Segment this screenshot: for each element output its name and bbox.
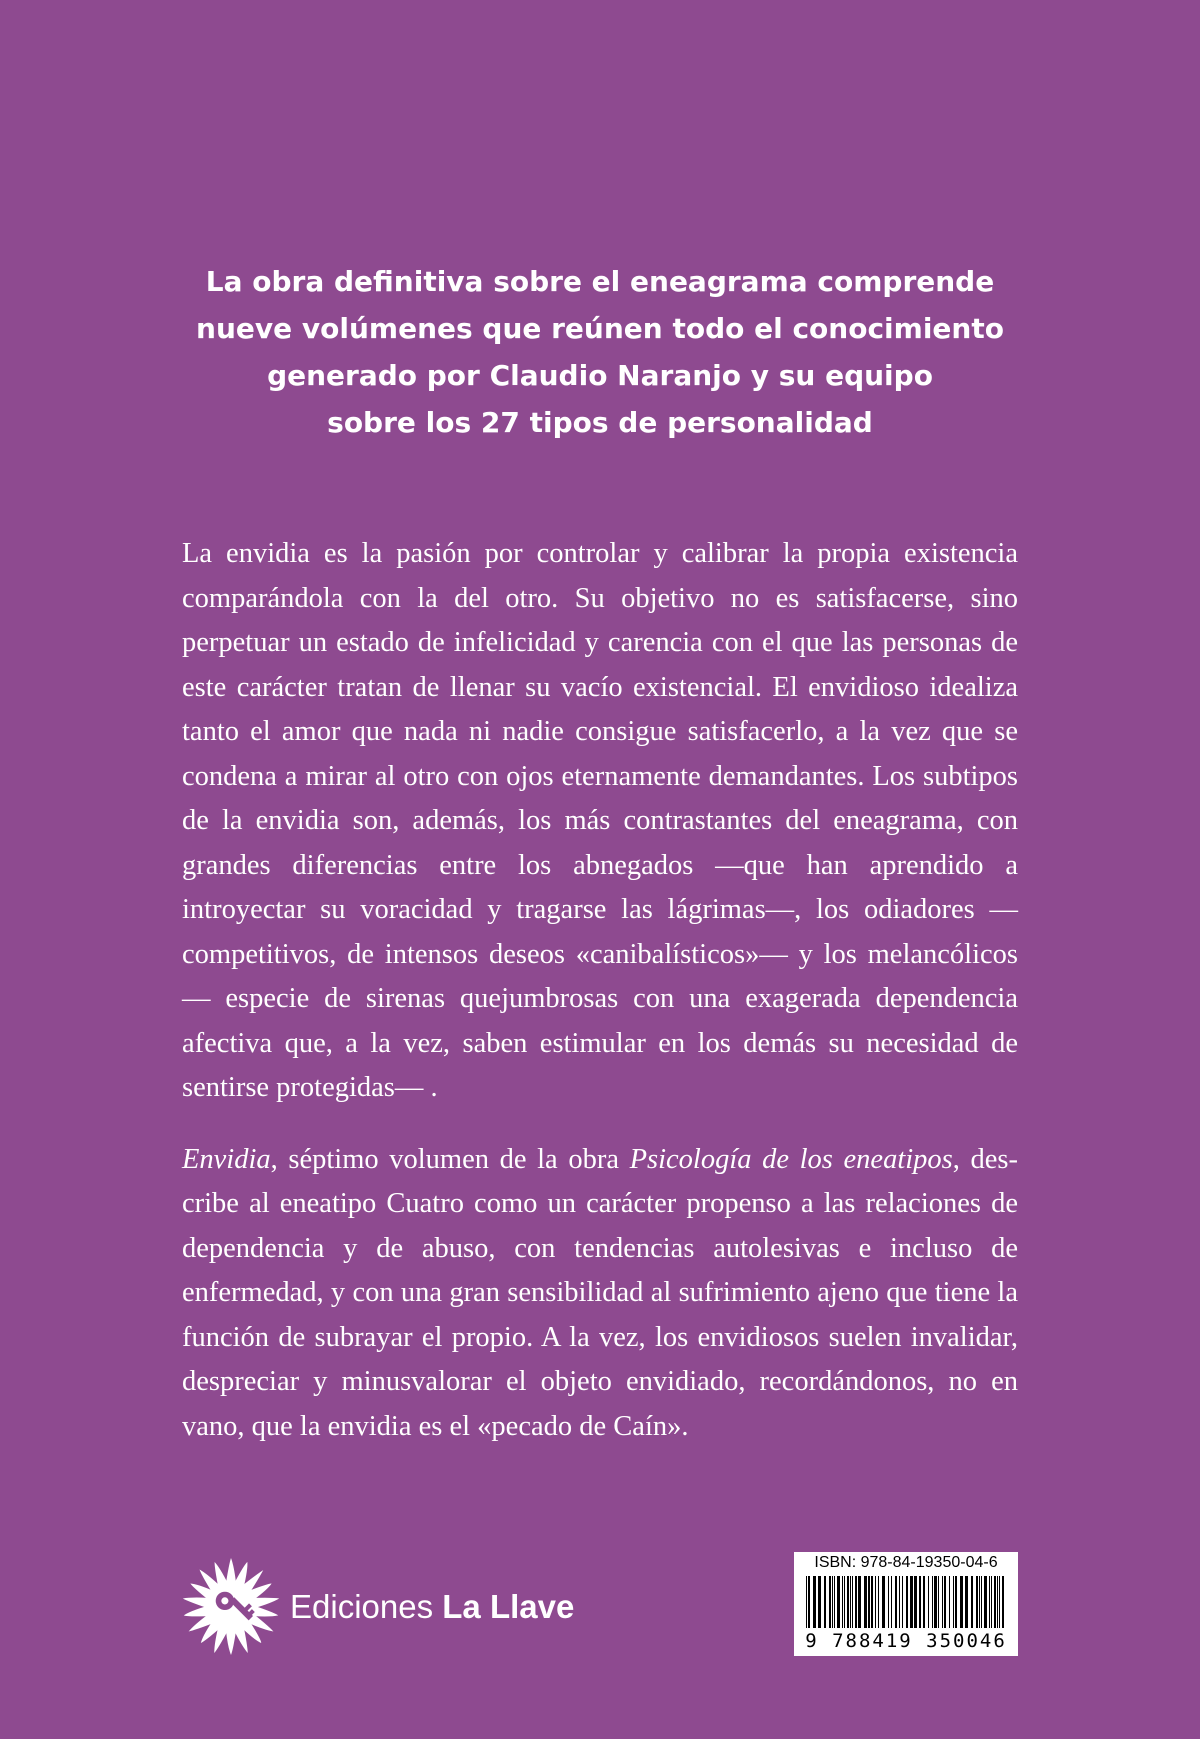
- book-title: Envidia: [182, 1143, 271, 1175]
- barcode-bar: [850, 1576, 851, 1628]
- paragraph-2-part-1: , séptimo volumen de la obra: [270, 1143, 630, 1175]
- barcode-bar: [808, 1576, 810, 1628]
- barcode-bar: [834, 1576, 835, 1628]
- barcode-bar: [979, 1576, 980, 1628]
- barcode-bar: [891, 1576, 892, 1628]
- barcode-bar: [899, 1576, 900, 1628]
- tagline: [150, 258, 1050, 446]
- barcode-bar: [942, 1576, 943, 1628]
- barcode-bar: [882, 1576, 885, 1628]
- publisher-name-regular: Ediciones: [290, 1588, 434, 1625]
- barcode-bar: [858, 1576, 861, 1628]
- barcode-bar: [813, 1576, 816, 1628]
- tagline-line-4: sobre los 27 tipos de personalidad: [327, 406, 873, 439]
- barcode-bar: [829, 1576, 831, 1628]
- publisher-name: [290, 1588, 574, 1626]
- barcode-bar: [997, 1576, 998, 1628]
- barcode-bar: [837, 1576, 840, 1628]
- barcode-bar: [864, 1576, 867, 1628]
- barcode-bar: [953, 1576, 954, 1628]
- barcode-bar: [999, 1576, 1000, 1628]
- barcode-bar: [934, 1576, 937, 1628]
- barcode-bar: [871, 1576, 873, 1628]
- barcode-bar: [818, 1576, 821, 1628]
- barcode-bar: [955, 1576, 957, 1628]
- barcode-bar: [906, 1576, 908, 1628]
- barcode-bar: [932, 1576, 933, 1628]
- barcode-bar: [976, 1576, 978, 1628]
- barcode-bar: [842, 1576, 843, 1628]
- tagline-line-2: nueve volúmenes que reúnen todo el conocimiento: [196, 312, 1004, 345]
- barcode-bar: [868, 1576, 870, 1628]
- barcode-bar: [991, 1576, 992, 1628]
- barcode-bar: [938, 1576, 939, 1628]
- publisher-logo: [180, 1552, 574, 1662]
- barcode-bar: [965, 1576, 968, 1628]
- isbn-label: ISBN: 978-84-19350-04-6: [814, 1554, 998, 1571]
- description: [182, 532, 1018, 1449]
- publisher-name-bold: La Llave: [442, 1588, 575, 1625]
- barcode-bar: [888, 1576, 889, 1628]
- barcode-bar: [989, 1576, 990, 1628]
- barcode-bar: [971, 1576, 973, 1628]
- barcode-bar: [875, 1576, 876, 1628]
- barcode-bar: [832, 1576, 833, 1628]
- barcode-bar: [847, 1576, 849, 1628]
- barcode-bar: [960, 1576, 963, 1628]
- barcode: [794, 1552, 1018, 1656]
- barcode-bar: [944, 1576, 946, 1628]
- barcode-bar: [855, 1576, 857, 1628]
- tagline-line-3: generado por Claudio Naranjo y su equipo: [267, 359, 933, 392]
- barcode-bars: [804, 1576, 1008, 1628]
- barcode-bar: [981, 1576, 982, 1628]
- barcode-bar: [994, 1576, 996, 1628]
- barcode-bar: [878, 1576, 879, 1628]
- tagline-line-1: La obra definitiva sobre el eneagrama comprende: [205, 265, 995, 298]
- barcode-bar: [852, 1576, 853, 1628]
- barcode-digits: 9 788419 350046: [805, 1630, 1007, 1652]
- barcode-bar: [910, 1576, 913, 1628]
- barcode-bar: [928, 1576, 929, 1628]
- barcode-bar: [902, 1576, 903, 1628]
- barcode-bar: [824, 1576, 826, 1628]
- barcode-bar: [844, 1576, 845, 1628]
- barcode-bar: [1002, 1576, 1004, 1628]
- description-paragraph-1: La envidia es la pasión por controlar y calibrar la propia existencia comparándola con la del otro. Su objetivo no es satisfacerse, sino perpetuar un estado de infelicidad y carencia con el que las personas de este carácter tratan de llenar su vacío existencial. El envidioso idealiza tanto el amor que nada ni nadie consigue satisfacerlo, a la vez que se condena a mirar al otro con ojos eternamente demandantes. Los subtipos de la envidia son, además, los más contrastantes del eneagrama, con grandes diferencias entre los abnegados —que han aprendido a introyectar su voracidad y tragarse las lágrimas—, los odiadores —competitivos, de intensos deseos «canibalísticos»— y los melancólicos— especie de sirenas quejumbrosas con una exagerada dependencia afectiva que, a la vez, saben estimular en los demás su necesidad de sentirse protegidas— .: [182, 538, 1018, 1103]
- barcode-bar: [895, 1576, 897, 1628]
- barcode-bar: [984, 1576, 987, 1628]
- barcode-bar: [949, 1576, 950, 1628]
- sun-key-icon: [180, 1556, 282, 1658]
- barcode-bar: [919, 1576, 921, 1628]
- barcode-bar: [923, 1576, 925, 1628]
- description-paragraph-2: [182, 1138, 1018, 1450]
- barcode-bar: [914, 1576, 917, 1628]
- paragraph-2-part-2: , describe al eneatipo Cuatro como un carácter propenso a las relaciones de dependencia y de abuso, con tendencias autolesivas e incluso de enfermedad, y con una gran sensibilidad al sufrimiento ajeno que tiene la función de subrayar el propio. A la vez, los envidiosos suelen invalidar, despreciar y minusvalorar el objeto envidiado, recordándonos, no en vano, que la envidia es el «pecado de Caín».: [182, 1143, 1018, 1442]
- barcode-bar: [806, 1576, 807, 1628]
- series-title: Psicología de los eneatipos: [629, 1143, 953, 1175]
